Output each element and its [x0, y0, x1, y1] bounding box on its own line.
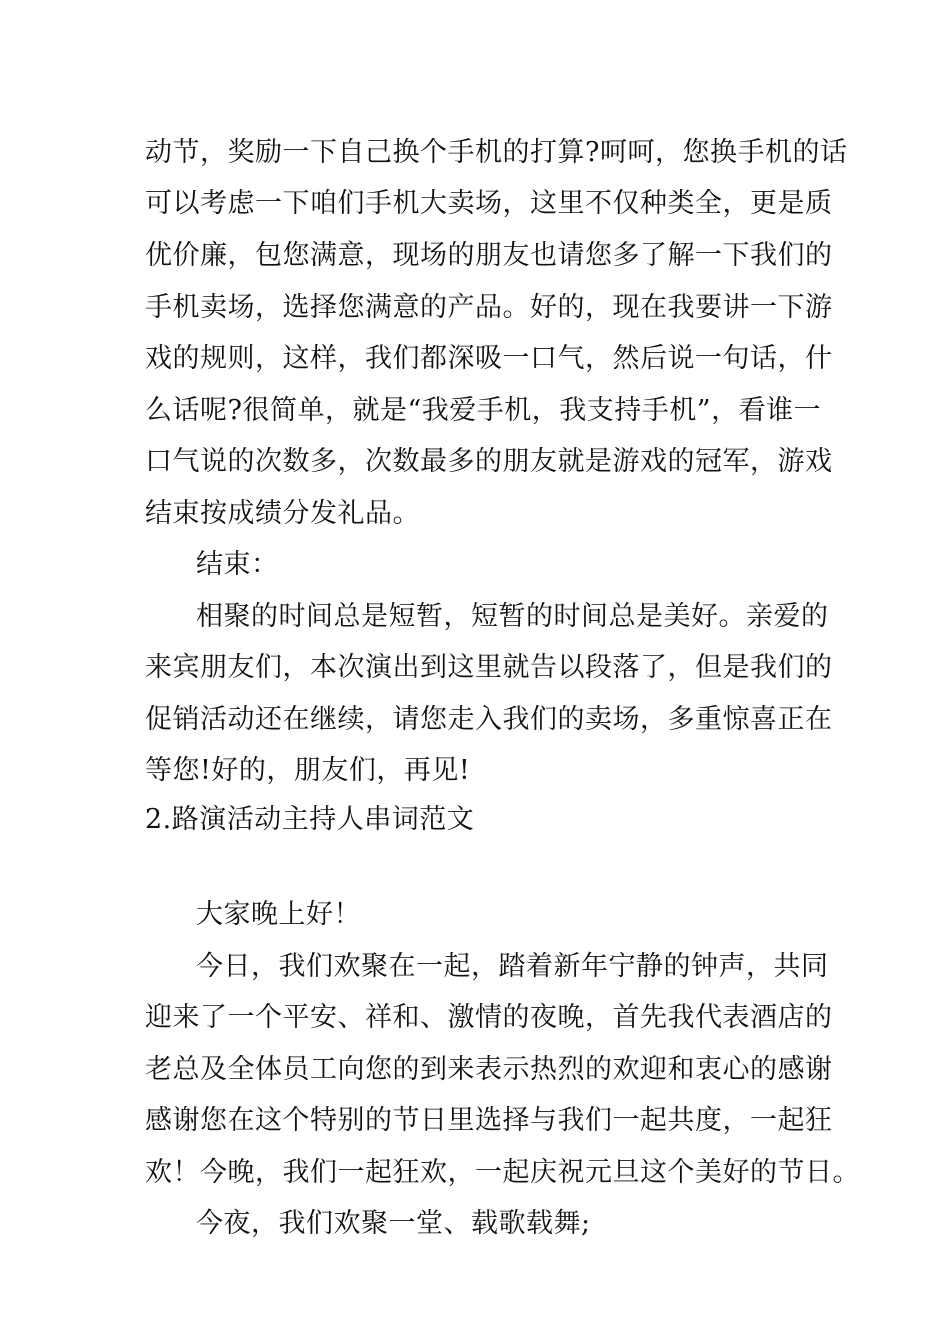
- paragraph-line: 感谢您在这个特别的节日里选择与我们一起共度，一起狂: [145, 1105, 833, 1136]
- paragraph-line: 么话呢?很简单，就是“我爱手机，我支持手机”，看谁一: [145, 395, 822, 426]
- paragraph-line: 等您!好的，朋友们，再见!: [145, 755, 471, 786]
- greeting-line: 大家晚上好！: [196, 899, 361, 930]
- paragraph-line: 欢！今晚，我们一起狂欢，一起庆祝元旦这个美好的节日。: [145, 1157, 860, 1188]
- paragraph-line: 今日，我们欢聚在一起，踏着新年宁静的钟声，共同: [196, 951, 829, 982]
- paragraph-line: 口气说的次数多，次数最多的朋友就是游戏的冠军，游戏: [145, 446, 833, 477]
- paragraph-line: 结束按成绩分发礼品。: [145, 498, 420, 529]
- paragraph-line: 促销活动还在继续，请您走入我们的卖场，多重惊喜正在: [145, 704, 833, 735]
- paragraph-line: 手机卖场，选择您满意的产品。好的，现在我要讲一下游: [145, 292, 833, 323]
- paragraph-line: 戏的规则，这样，我们都深吸一口气，然后说一句话，什: [145, 343, 833, 374]
- paragraph-line: 迎来了一个平安、祥和、激情的夜晚，首先我代表酒店的: [145, 1002, 833, 1033]
- section-label-ending: 结束：: [196, 549, 279, 580]
- paragraph-line: 来宾朋友们，本次演出到这里就告以段落了，但是我们的: [145, 652, 833, 683]
- paragraph-line: 相聚的时间总是短暂，短暂的时间总是美好。亲爱的: [196, 601, 829, 632]
- paragraph-line: 动节，奖励一下自己换个手机的打算?呵呵，您换手机的话: [145, 137, 848, 168]
- paragraph-line: 可以考虑一下咱们手机大卖场，这里不仅种类全，更是质: [145, 188, 833, 219]
- section-heading: 2.路演活动主持人串词范文: [145, 804, 475, 835]
- paragraph-line: 优价廉，包您满意，现场的朋友也请您多了解一下我们的: [145, 240, 833, 271]
- paragraph-line: 今夜，我们欢聚一堂、载歌载舞;: [196, 1208, 591, 1239]
- paragraph-line: 老总及全体员工向您的到来表示热烈的欢迎和衷心的感谢: [145, 1054, 833, 1085]
